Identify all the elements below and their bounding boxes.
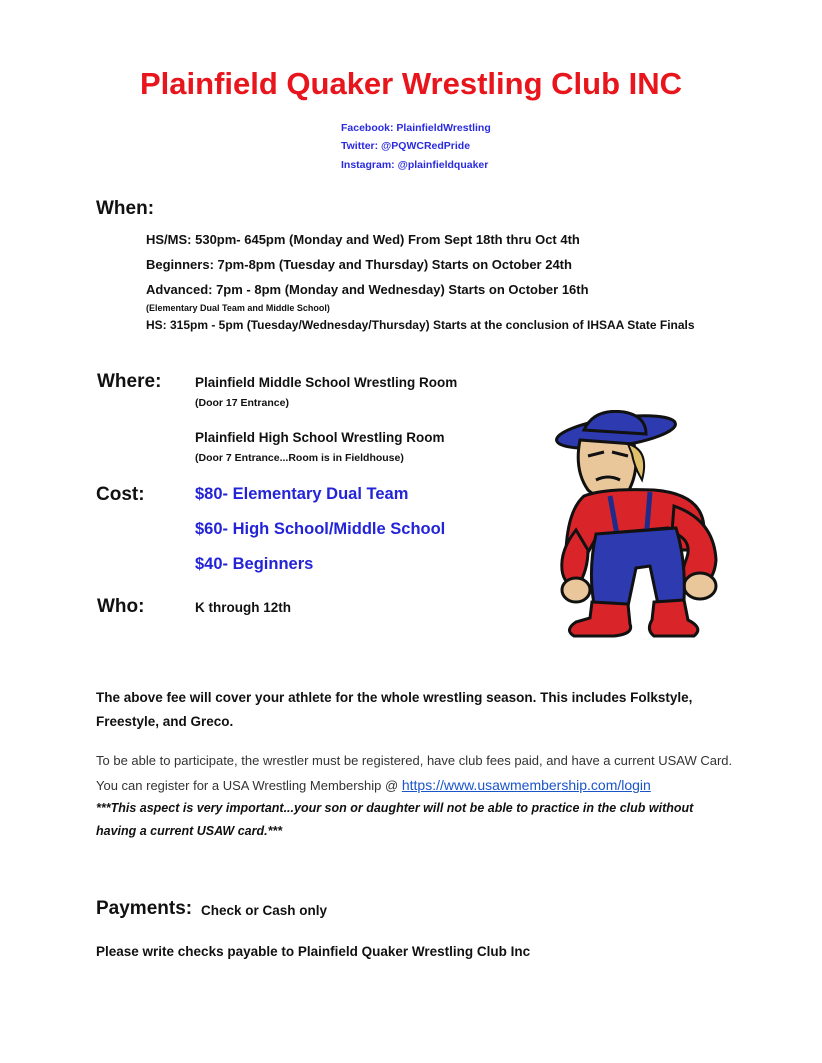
cost-item: $80- Elementary Dual Team — [195, 485, 409, 503]
who-value: K through 12th — [195, 600, 291, 615]
page-title: Plainfield Quaker Wrestling Club INC — [139, 66, 682, 101]
usaw-warning: ***This aspect is very important...your son or daughter will not be able to practice in the club without having a current USAW card.*** — [96, 801, 694, 838]
when-advanced: Advanced: 7pm - 8pm (Monday and Wednesday) Starts on October 16th — [146, 282, 589, 297]
when-advanced-note: (Elementary Dual Team and Middle School) — [146, 303, 330, 313]
twitter-link[interactable]: Twitter: @PQWCRedPride — [341, 140, 471, 152]
participation-text — [96, 749, 736, 798]
cost-heading: Cost: — [96, 484, 145, 505]
instagram-link[interactable]: Instagram: @plainfieldquaker — [341, 159, 489, 171]
payments-heading — [96, 898, 192, 920]
when-heading: When: — [96, 198, 155, 219]
payments-note: Please write checks payable to Plainfield Quaker Wrestling Club Inc — [96, 944, 531, 959]
quaker-wrestler-mascot — [554, 410, 726, 646]
fee-note: The above fee will cover your athlete for the whole wrestling season. This includes Folkstyle, Freestyle, and Greco. — [96, 690, 693, 729]
mascot-image — [554, 410, 726, 646]
when-hs-ms: HS/MS: 530pm- 645pm (Monday and Wed) From Sept 18th thru Oct 4th — [146, 232, 580, 247]
usaw-membership-link[interactable]: https://www.usawmembership.com/login — [401, 777, 651, 793]
where-location-2: Plainfield High School Wrestling Room — [195, 430, 445, 445]
cost-item: $60- High School/Middle School — [195, 520, 446, 538]
who-heading: Who: — [97, 596, 145, 617]
payments-value: Check or Cash only — [201, 903, 328, 918]
when-hs: HS: 315pm - 5pm (Tuesday/Wednesday/Thursday) Starts at the conclusion of IHSAA State Finals — [146, 318, 695, 332]
facebook-link[interactable]: Facebook: PlainfieldWrestling — [341, 122, 491, 134]
where-location-1-note: (Door 17 Entrance) — [195, 397, 289, 409]
when-beginners: Beginners: 7pm-8pm (Tuesday and Thursday) Starts on October 24th — [146, 257, 572, 272]
where-location-2-note: (Door 7 Entrance...Room is in Fieldhouse) — [195, 452, 404, 464]
cost-item: $40- Beginners — [195, 555, 314, 573]
payments-label: Payments: — [96, 898, 193, 919]
participation-body: To be able to participate, the wrestler must be registered, have club fees paid, and have a current USAW Card. You can register for a USA Wrestling Membership @ — [96, 753, 733, 793]
where-location-1: Plainfield Middle School Wrestling Room — [195, 375, 458, 390]
where-heading: Where: — [97, 371, 162, 392]
